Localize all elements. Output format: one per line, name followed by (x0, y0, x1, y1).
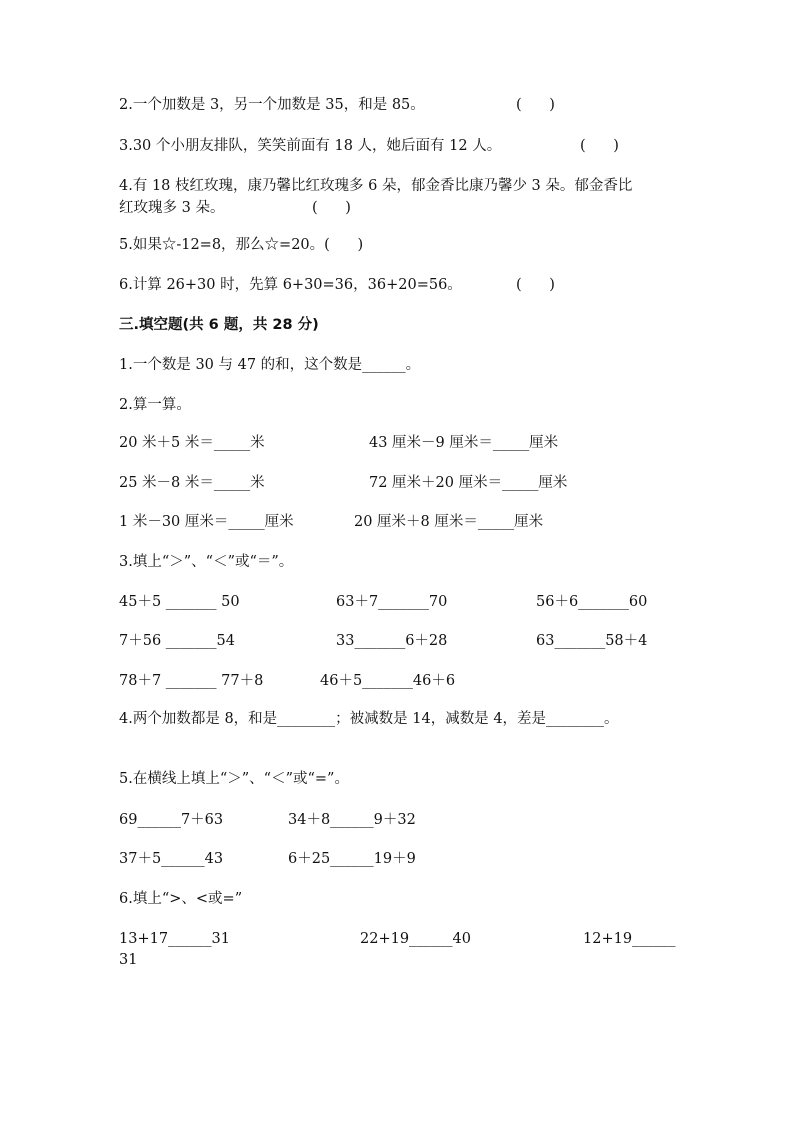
judge-q2: 2.一个加数是 3，另一个加数是 35，和是 85。 (119, 97, 425, 113)
fill-q5-item: 37＋5______43 (119, 851, 224, 867)
fill-q3-item: 46＋5_______46＋6 (320, 673, 456, 689)
judge-q3-paren: ( ) (580, 138, 619, 154)
fill-q5-item: 69______7＋63 (119, 812, 224, 828)
fill-q2-item: 25 米－8 米＝_____米 (119, 475, 265, 491)
fill-q3-title: 3.填上“＞”、“＜”或“＝”。 (119, 554, 294, 570)
judge-q2-paren: ( ) (516, 97, 555, 113)
fill-q3-item: 56＋6_______60 (536, 594, 648, 610)
judge-q4-line2: 红玫瑰多 3 朵。 (119, 200, 225, 216)
fill-q1: 1.一个数是 30 与 47 的和，这个数是______。 (119, 357, 421, 373)
fill-q3-item: 7＋56 _______54 (119, 633, 235, 649)
fill-q3-item: 45＋5 _______ 50 (119, 594, 240, 610)
fill-q2-item: 20 米＋5 米＝_____米 (119, 435, 265, 451)
fill-q2-title: 2.算一算。 (119, 397, 191, 413)
fill-q6-item: 13+17______31 (119, 931, 231, 947)
fill-q5-item: 6＋25______19＋9 (288, 851, 416, 867)
fill-q3-item: 78＋7 _______ 77＋8 (119, 673, 264, 689)
fill-q6-item: 22+19______40 (360, 931, 472, 947)
section-heading: 三.填空题(共 6 题，共 28 分) (119, 317, 319, 333)
fill-q4: 4.两个加数都是 8，和是________；被减数是 14，减数是 4，差是________。 (119, 711, 619, 727)
judge-q4-paren: ( ) (312, 200, 351, 216)
judge-q3: 3.30 个小朋友排队，笑笑前面有 18 人，她后面有 12 人。 (119, 138, 502, 154)
fill-q6-wrap: 31 (119, 952, 138, 968)
judge-q6-paren: ( ) (516, 277, 555, 293)
fill-q5-title: 5.在横线上填上“＞”、“＜”或“=”。 (119, 771, 349, 787)
fill-q3-item: 63_______58＋4 (536, 633, 648, 649)
judge-q5: 5.如果☆-12=8，那么☆=20。( ) (119, 237, 364, 253)
fill-q3-item: 63＋7_______70 (336, 594, 448, 610)
judge-q6: 6.计算 26+30 时，先算 6+30=36，36+20=56。 (119, 277, 462, 293)
fill-q5-item: 34＋8______9＋32 (288, 812, 416, 828)
judge-q4-line1: 4.有 18 枝红玫瑰，康乃馨比红玫瑰多 6 朵，郁金香比康乃馨少 3 朵。郁金香比 (119, 178, 633, 194)
fill-q3-item: 33_______6＋28 (336, 633, 448, 649)
fill-q6-title: 6.填上“>、<或=” (119, 891, 243, 907)
fill-q2-item: 1 米－30 厘米＝_____厘米 (119, 514, 294, 530)
fill-q2-item: 43 厘米－9 厘米＝_____厘米 (369, 435, 559, 451)
fill-q6-item: 12+19______ (583, 931, 676, 947)
fill-q2-item: 20 厘米＋8 厘米＝_____厘米 (354, 514, 544, 530)
fill-q2-item: 72 厘米＋20 厘米＝_____厘米 (369, 475, 568, 491)
